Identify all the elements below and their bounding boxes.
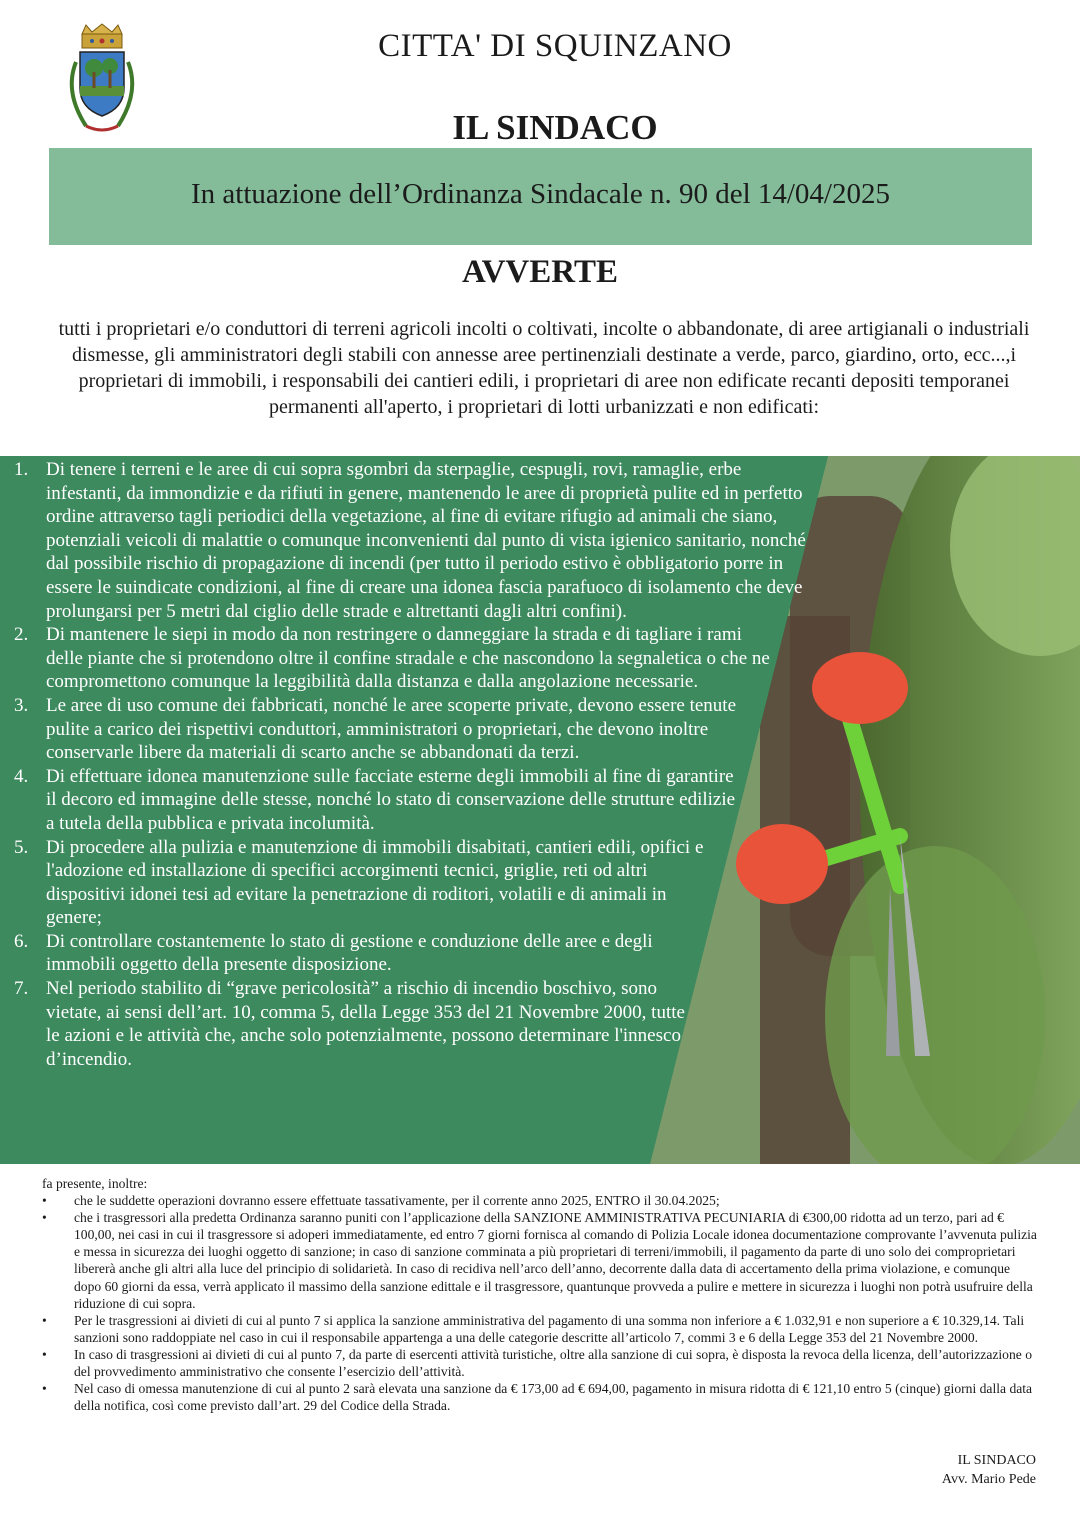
note-text: Per le trasgressioni ai divieti di cui al punto 7 si applica la sanzione amministrativa del pagamento di una somma non inferiore a € 1.032,91 e non superiore a € 10.329,14. Tali sanzioni sono raddoppiate nel caso in cui il responsabile appartenga a una delle categorie descritte all’articolo 7, commi 3 e 6 della Legge 353 del 21 Novembre 2000.	[74, 1312, 1025, 1345]
item-number: 7.	[14, 978, 29, 1000]
item-number: 1.	[14, 459, 29, 480]
item-number: 6.	[14, 930, 29, 952]
item-number: 4.	[14, 765, 29, 787]
obligation-item	[0, 458, 830, 623]
ordinance-banner	[49, 148, 1032, 245]
bullet-icon: •	[42, 1210, 47, 1226]
additional-notes	[42, 1175, 1037, 1414]
obligation-item	[0, 694, 830, 765]
note-text: In caso di trasgressioni ai divieti di cui al punto 7, da parte di esercenti attività turistiche, oltre alla sanzione di cui sopra, è disposta la revoca della licenza, dell’autorizzazione o del provvedimento amministrativo che consente l’esercizio dell’attività.	[74, 1346, 1033, 1380]
obligation-item	[0, 836, 830, 930]
item-number: 5.	[14, 836, 29, 858]
note-item	[42, 1192, 1037, 1209]
note-text: che le suddette operazioni dovranno essere effettuate tassativamente, per il corrente anno 2025, ENTRO il 30.04.2025;	[74, 1193, 720, 1209]
addressees-paragraph: tutti i proprietari e/o conduttori di terreni agricoli incolti o coltivati, incolte o abbandonate, di aree artigianali o industriali dismesse, gli amministratori degli stabili con annesse aree pertinenziali destinate a verde, parco, giardino, orto, ecc...,i proprietari di immobili, i responsabili dei cantieri edili, i proprietari di aree non edificate recanti depositi temporanei permanenti all'aperto, i proprietari di lotti urbanizzati e non edificati:	[58, 318, 1030, 418]
notes-lead: fa presente, inoltre:	[42, 1176, 148, 1191]
note-text: che i trasgressori alla predetta Ordinanza saranno puniti con l’applicazione della SANZIONE AMMINISTRATIVA PECUNIARIA di €300,00 ridotta ad un terzo, pari ad € 100,00, nei casi in cui il trasgressore si adoperi immediatamente, ed entro 7 giorni fornisca al comando di Polizia Locale idonea documentazione comprovante l’avvenuta pulizia e messa in sicurezza dei luoghi oggetto di sanzione; in caso di sanzione comminata a più proprietari di terreni/immobili, il pagamento da parte di uno solo dei comproprietari libererà anche gli altri alla luce del principio di solidarietà. In caso di recidiva nell’arco dell’anno, decorrente dalla data di accertamento della prima violazione, e comunque dopo 60 giorni da essa, verrà applicato il massimo della sanzione edittale e il trasgressore, quantunque provveda a pulire e mettere in sicurezza i luoghi non potrà usufruire della riduzione di cui sopra.	[74, 1210, 1037, 1311]
item-text: Le aree di uso comune dei fabbricati, nonché le aree scoperte private, devono essere tenute pulite a carico dei rispettivi conduttori, amministratori o proprietari, che devono inoltre conservarle libere da materiali di scarto anche se abbandonati da terzi.	[46, 694, 737, 764]
item-text: Di procedere alla pulizia e manutenzione di immobili disabitati, cantieri edili, opifici e l'adozione ed installazione di specifici accorgimenti tecnici, griglie, reti od altri dispositivi idonei tesi ad evitare la penetrazione di roditori, volatili e di animali in genere;	[46, 836, 704, 929]
notes-list	[42, 1192, 1037, 1414]
obligation-item	[0, 765, 830, 836]
signature-name: Avv. Mario Pede	[941, 1472, 1036, 1487]
bullet-icon: •	[42, 1346, 47, 1362]
obligation-item	[0, 623, 830, 694]
note-item	[42, 1209, 1037, 1312]
note-item	[42, 1380, 1037, 1414]
signature-title: IL SINDACO	[957, 1453, 1036, 1468]
warning-title: AVVERTE	[462, 254, 618, 290]
item-text: Nel periodo stabilito di “grave pericolosità” a rischio di incendio boschivo, sono vietate, ai sensi dell’art. 10, comma 5, della Legge 353 del 21 Novembre 2000, tutte le azioni e le attività che, anche solo potenzialmente, possono determinare l'innesco d’incendio.	[46, 978, 685, 1070]
city-coat-of-arms	[56, 22, 148, 144]
item-number: 3.	[14, 694, 29, 716]
note-item	[42, 1346, 1037, 1380]
item-number: 2.	[14, 624, 29, 646]
ordinance-reference: In attuazione dell’Ordinanza Sindacale n. 90 del 14/04/2025	[190, 178, 890, 210]
note-text: Nel caso di omessa manutenzione di cui al punto 2 sarà elevata una sanzione da € 173,00 ad € 694,00, pagamento in misura ridotta di € 121,10 entro 5 (cinque) giorni dalla data della notifica, così come previsto dall’art. 29 del Codice della Strada.	[74, 1381, 1033, 1414]
bullet-icon: •	[42, 1193, 47, 1209]
city-name: CITTA' DI SQUINZANO	[378, 28, 732, 64]
item-text: Di controllare costantemente lo stato di gestione e conduzione delle aree e degli immobili oggetto della presente disposizione.	[46, 930, 653, 976]
bullet-icon: •	[42, 1381, 47, 1397]
obligation-item	[0, 930, 830, 977]
bullet-icon: •	[42, 1312, 47, 1328]
signature-block	[942, 1451, 1036, 1489]
item-text: Di effettuare idonea manutenzione sulle facciate esterne degli immobili al fine di garantire il decoro ed immagine delle stesse, nonché lo stato di conservazione delle strutture edilizie a tutela della pubblica e privata incolumità.	[46, 765, 736, 834]
obligations-list	[0, 458, 830, 1071]
issuing-office: IL SINDACO	[452, 108, 658, 147]
shield-icon	[80, 52, 124, 116]
crown-icon	[82, 24, 122, 48]
note-item	[42, 1312, 1037, 1346]
obligation-item	[0, 977, 830, 1071]
item-text: Di tenere i terreni e le aree di cui sopra sgombri da sterpaglie, cespugli, rovi, ramaglie, erbe infestanti, da immondizie e da rifiuti in genere, mantenendo le aree di proprietà pulite ed in perfetto ordine attraverso tagli periodici della vegetazione, al fine di evitare rifugio ad animali che siano, potenziali veicoli di malattie o comunque inconvenienti dal punto di vista igienico sanitario, nonché dal possibile rischio di propagazione di incendi (per tutto il periodo estivo è obbligatorio porre in essere le suindicate condizioni, al fine di creare una idonea fascia parafuoco di isolamento che deve prolungarsi per 5 metri dal ciglio delle strade e altrettanti dagli altri confini).	[46, 459, 806, 622]
item-text: Di mantenere le siepi in modo da non restringere o danneggiare la strada e di tagliare i rami delle piante che si protendono oltre il confine stradale e che nascondono la segnaletica o che ne compromettono comunque la leggibilità dalla distanza e dalla angolazione necessarie.	[46, 624, 770, 693]
